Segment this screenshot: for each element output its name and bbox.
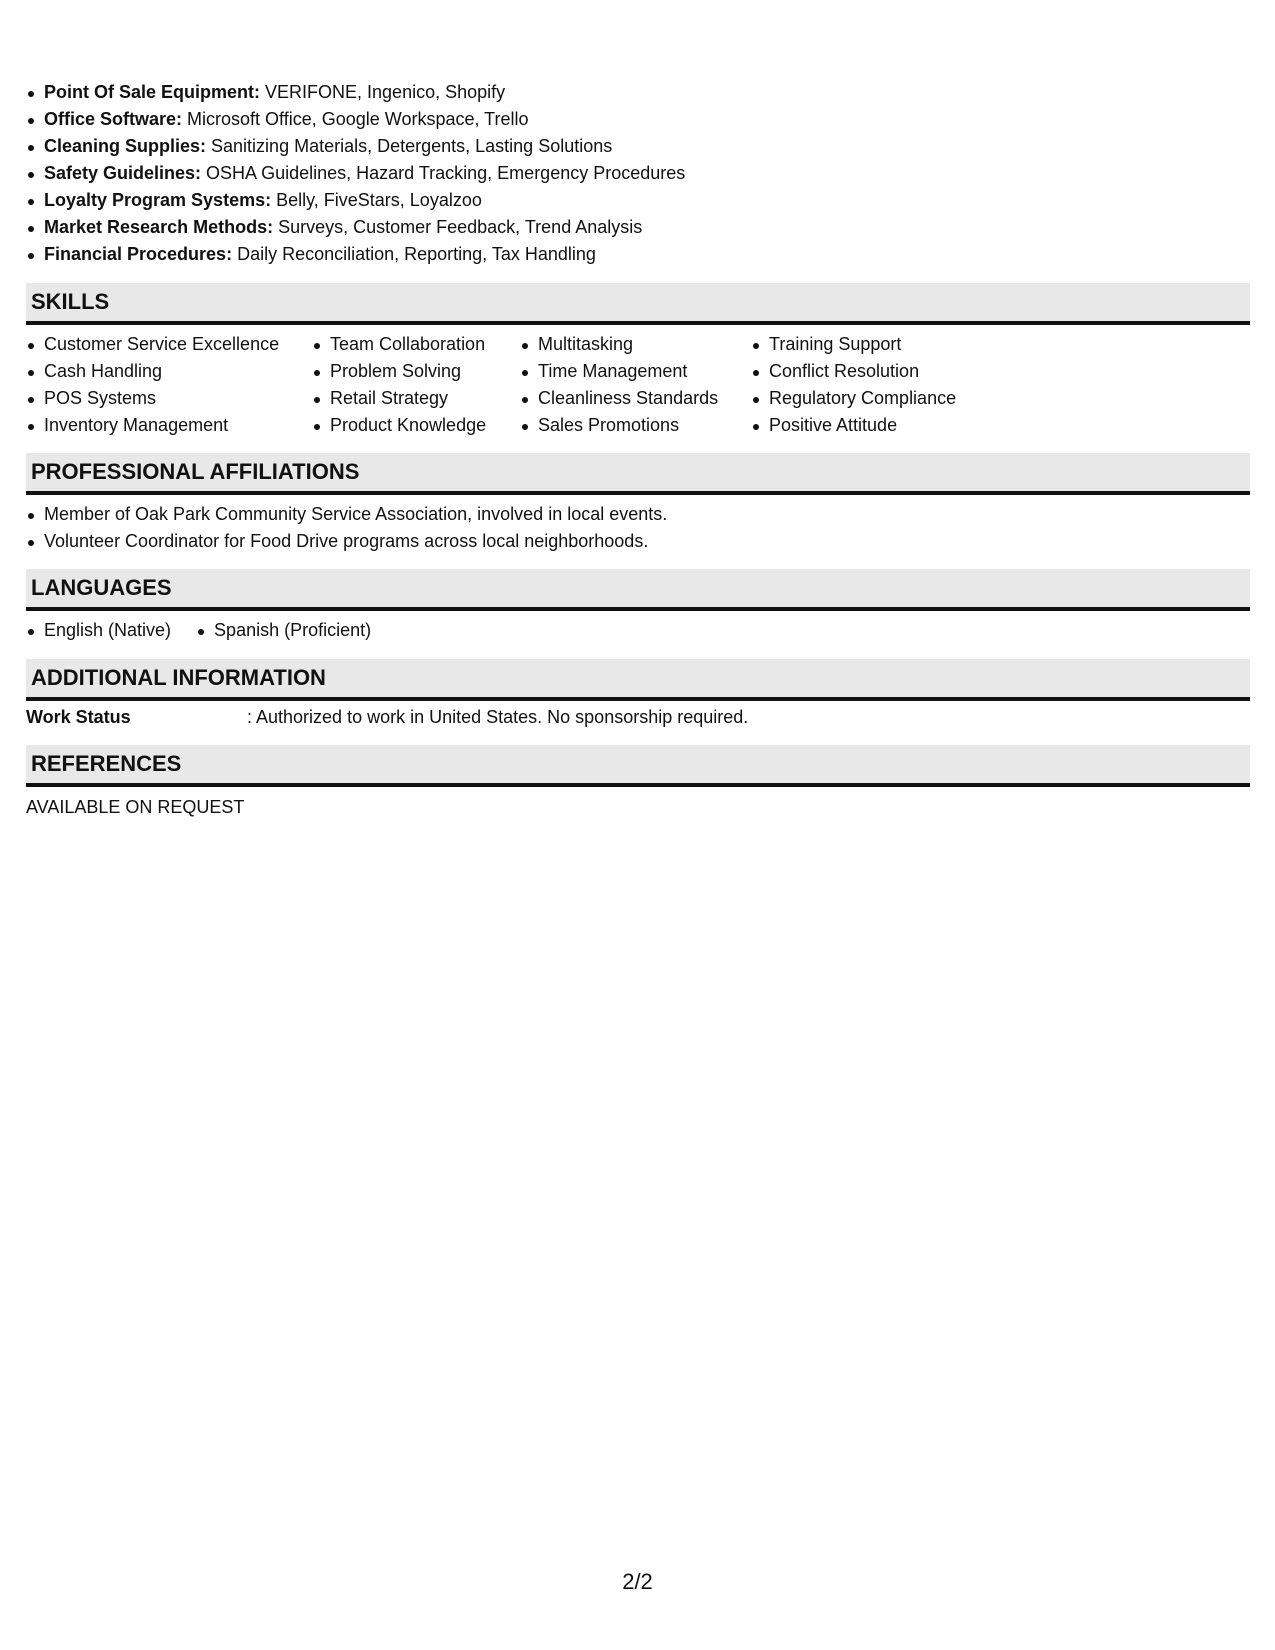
skill-item: Multitasking — [520, 331, 751, 358]
languages-list — [26, 617, 396, 644]
tool-item — [26, 241, 685, 268]
tool-value: Daily Reconciliation, Reporting, Tax Handling — [232, 244, 596, 264]
affiliations-list — [26, 501, 667, 555]
skill-item: POS Systems — [26, 385, 312, 412]
tool-name: Financial Procedures: — [44, 244, 233, 264]
skill-item: Positive Attitude — [751, 412, 1011, 439]
tool-item — [26, 214, 685, 241]
skill-item: Cash Handling — [26, 358, 312, 385]
references-section-header — [26, 745, 1250, 787]
affiliation-item: Volunteer Coordinator for Food Drive programs across local neighborhoods. — [26, 528, 667, 555]
skill-item: Inventory Management — [26, 412, 312, 439]
languages-section-header — [26, 569, 1250, 611]
skill-item: Conflict Resolution — [751, 358, 1011, 385]
tool-name: Market Research Methods: — [44, 217, 274, 237]
skill-item: Cleanliness Standards — [520, 385, 751, 412]
skill-item: Customer Service Excellence — [26, 331, 312, 358]
tools-list — [26, 79, 685, 268]
skill-item: Team Collaboration — [312, 331, 520, 358]
skill-item: Retail Strategy — [312, 385, 520, 412]
skills-column — [751, 331, 1011, 439]
tool-value: VERIFONE, Ingenico, Shopify — [260, 82, 506, 102]
tool-value: Belly, FiveStars, Loyalzoo — [271, 190, 482, 210]
skill-item: Sales Promotions — [520, 412, 751, 439]
language-item: English (Native) — [26, 617, 171, 644]
work-status-label: Work Status — [26, 707, 131, 727]
tool-item — [26, 133, 685, 160]
tool-value: OSHA Guidelines, Hazard Tracking, Emergency Procedures — [201, 163, 686, 183]
tool-value: Microsoft Office, Google Workspace, Trello — [182, 109, 529, 129]
skills-section-header — [26, 283, 1250, 325]
affiliations-section-header — [26, 453, 1250, 495]
skills-column — [520, 331, 751, 439]
tool-item — [26, 187, 685, 214]
skill-item: Training Support — [751, 331, 1011, 358]
tool-name: Office Software: — [44, 109, 183, 129]
tool-item — [26, 106, 685, 133]
tool-name: Cleaning Supplies: — [44, 136, 207, 156]
tool-item — [26, 160, 685, 187]
work-status-value: : Authorized to work in United States. No sponsorship required. — [247, 707, 749, 727]
work-status-row — [26, 704, 748, 731]
skills-column — [312, 331, 520, 439]
resume-page — [26, 0, 1250, 1650]
affiliation-item: Member of Oak Park Community Service Association, involved in local events. — [26, 501, 667, 528]
references-text: AVAILABLE ON REQUEST — [26, 797, 245, 817]
skills-grid — [26, 331, 1011, 439]
tool-name: Safety Guidelines: — [44, 163, 202, 183]
skill-item: Problem Solving — [312, 358, 520, 385]
skill-item: Regulatory Compliance — [751, 385, 1011, 412]
affiliations-heading: PROFESSIONAL AFFILIATIONS — [31, 459, 360, 484]
languages-heading: LANGUAGES — [31, 575, 172, 600]
language-item: Spanish (Proficient) — [196, 617, 371, 644]
tool-name: Point Of Sale Equipment: — [44, 82, 261, 102]
references-heading: REFERENCES — [31, 751, 182, 776]
tool-item — [26, 79, 685, 106]
tool-value: Sanitizing Materials, Detergents, Lasting Solutions — [206, 136, 613, 156]
skill-item: Time Management — [520, 358, 751, 385]
skill-item: Product Knowledge — [312, 412, 520, 439]
additional-info-section-header — [26, 659, 1250, 701]
additional-info-heading: ADDITIONAL INFORMATION — [31, 665, 326, 690]
page-number: 2/2 — [622, 1569, 653, 1594]
skills-column — [26, 331, 312, 439]
skills-heading: SKILLS — [31, 289, 110, 314]
tool-name: Loyalty Program Systems: — [44, 190, 272, 210]
tool-value: Surveys, Customer Feedback, Trend Analysis — [273, 217, 643, 237]
